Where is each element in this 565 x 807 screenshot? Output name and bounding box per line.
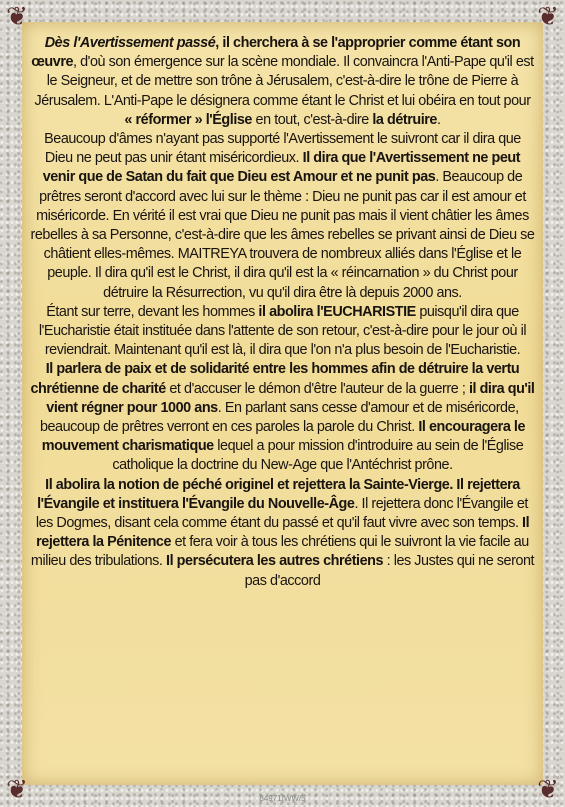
text-run: . En parlant sans cesse d'amour et de miséricorde, beaucoup de prêtres verront en ces paroles la parole du Christ. bbox=[39, 399, 519, 436]
emphasized-text: Il rejettera la Pénitence bbox=[36, 515, 530, 551]
text-run: , d'où son émergence sur la scène mondiale. Il convaincra l'Anti-Pape qu'il est le Seigneur, et de mettre son trône à Jérusalem, c'est-à-dire le trône de Pierre à Jérusalem. L'Anti-Pape le désignera comme étant le Christ et lui obéira en tout pour bbox=[34, 54, 534, 109]
paragraph bbox=[30, 130, 535, 303]
text-run: Beaucoup d'âmes n'ayant pas supporté l'Avertissement le suivront car il dira que Dieu ne peut pas unir étant miséricordieux. bbox=[44, 131, 521, 167]
paragraph bbox=[30, 303, 535, 361]
text-run: lequel a pour mission d'introduire au sein de l'Église catholique la doctrine du New-Age que l'Antéchrist prône. bbox=[112, 438, 524, 474]
text-run: . Il rejettera donc l'Évangile et les Dogmes, disant cela comme étant du passé et qu'il faut vivre avec son temps. bbox=[35, 495, 528, 532]
emphasized-text: Il encouragera le mouvement charismatique bbox=[41, 419, 526, 455]
text-run: Étant sur terre, devant les hommes bbox=[46, 303, 259, 320]
corner-ornament-icon: ❦ bbox=[537, 2, 559, 32]
prophecy-text bbox=[30, 34, 535, 591]
emphasized-text: Il abolira la notion de péché originel et rejettera la Sainte-Vierge. Il rejettera l'Évangile et instituera l'Évangile du Nouvelle-Âge bbox=[37, 476, 520, 512]
emphasized-text: il dira qu'il vient régner pour 1000 ans bbox=[46, 380, 535, 416]
emphasized-text: , il bbox=[215, 35, 234, 51]
text-run: en tout, c'est-à-dire bbox=[251, 111, 373, 128]
paragraph bbox=[30, 476, 535, 591]
emphasized-text: il abolira l'EUCHARISTIE bbox=[258, 303, 416, 320]
corner-ornament-icon: ❦ bbox=[6, 2, 28, 32]
corner-ornament-icon: ❦ bbox=[6, 775, 28, 805]
emphasized-text: la détruire bbox=[372, 111, 437, 128]
text-run: . Beaucoup de prêtres seront d'accord avec lui sur le thème : Dieu ne punit pas car il est amour et miséricorde. En vérité il est vrai que Dieu ne punit pas mais il vient châtier les âmes rebelles à sa Personne, c'est-à-dire que les âmes rebelles se privant ainsi de Dieu se châtient elles-mêmes. MAITREYA trouvera de nombreux alliés dans l'Église et le peuple. Il dira qu'il est le Christ, il dira qu'il est la « réincarnation » du Christ pour détruire la Résurrection, vu qu'il dira être là depuis 2000 ans. bbox=[30, 169, 535, 301]
emphasized-text: Il dira que l'Avertissement ne peut venir que de Satan du fait que Dieu est Amour et ne punit pas bbox=[42, 150, 521, 186]
text-run: et d'accuser le démon d'être l'auteur de la guerre ; bbox=[165, 380, 469, 397]
paragraph bbox=[30, 360, 535, 475]
emphasized-text: Il persécutera les autres chrétiens bbox=[166, 553, 384, 570]
text-run: puisqu'il dira que l'Eucharistie était instituée dans l'attente de son retour, c'est-à-dire pour le jour où il reviendrait. Maintenant qu'il est là, il dira que l'on n'a plus besoin de l'Eucharistie. bbox=[38, 303, 527, 359]
text-run: : les Justes qui ne seront pas d'accord bbox=[244, 553, 535, 589]
paragraph bbox=[30, 34, 535, 130]
footer-reference: 84971/WW/5 bbox=[259, 794, 306, 803]
text-run: et fera voir à tous les chrétiens qui le suivront la vie facile au milieu des tribulations. bbox=[30, 534, 529, 570]
emphasized-text: « réformer » l'Église bbox=[124, 111, 252, 128]
corner-ornament-icon: ❦ bbox=[537, 775, 559, 805]
emphasized-text: Dès l'Avertissement passé bbox=[44, 35, 216, 51]
emphasized-text: cherchera à se l'approprier comme étant son œuvre bbox=[31, 35, 521, 71]
emphasized-text: Il parlera de paix et de solidarité entre les hommes afin de détruire la vertu chrétienne de charité bbox=[30, 361, 520, 397]
text-run: . bbox=[437, 111, 441, 128]
